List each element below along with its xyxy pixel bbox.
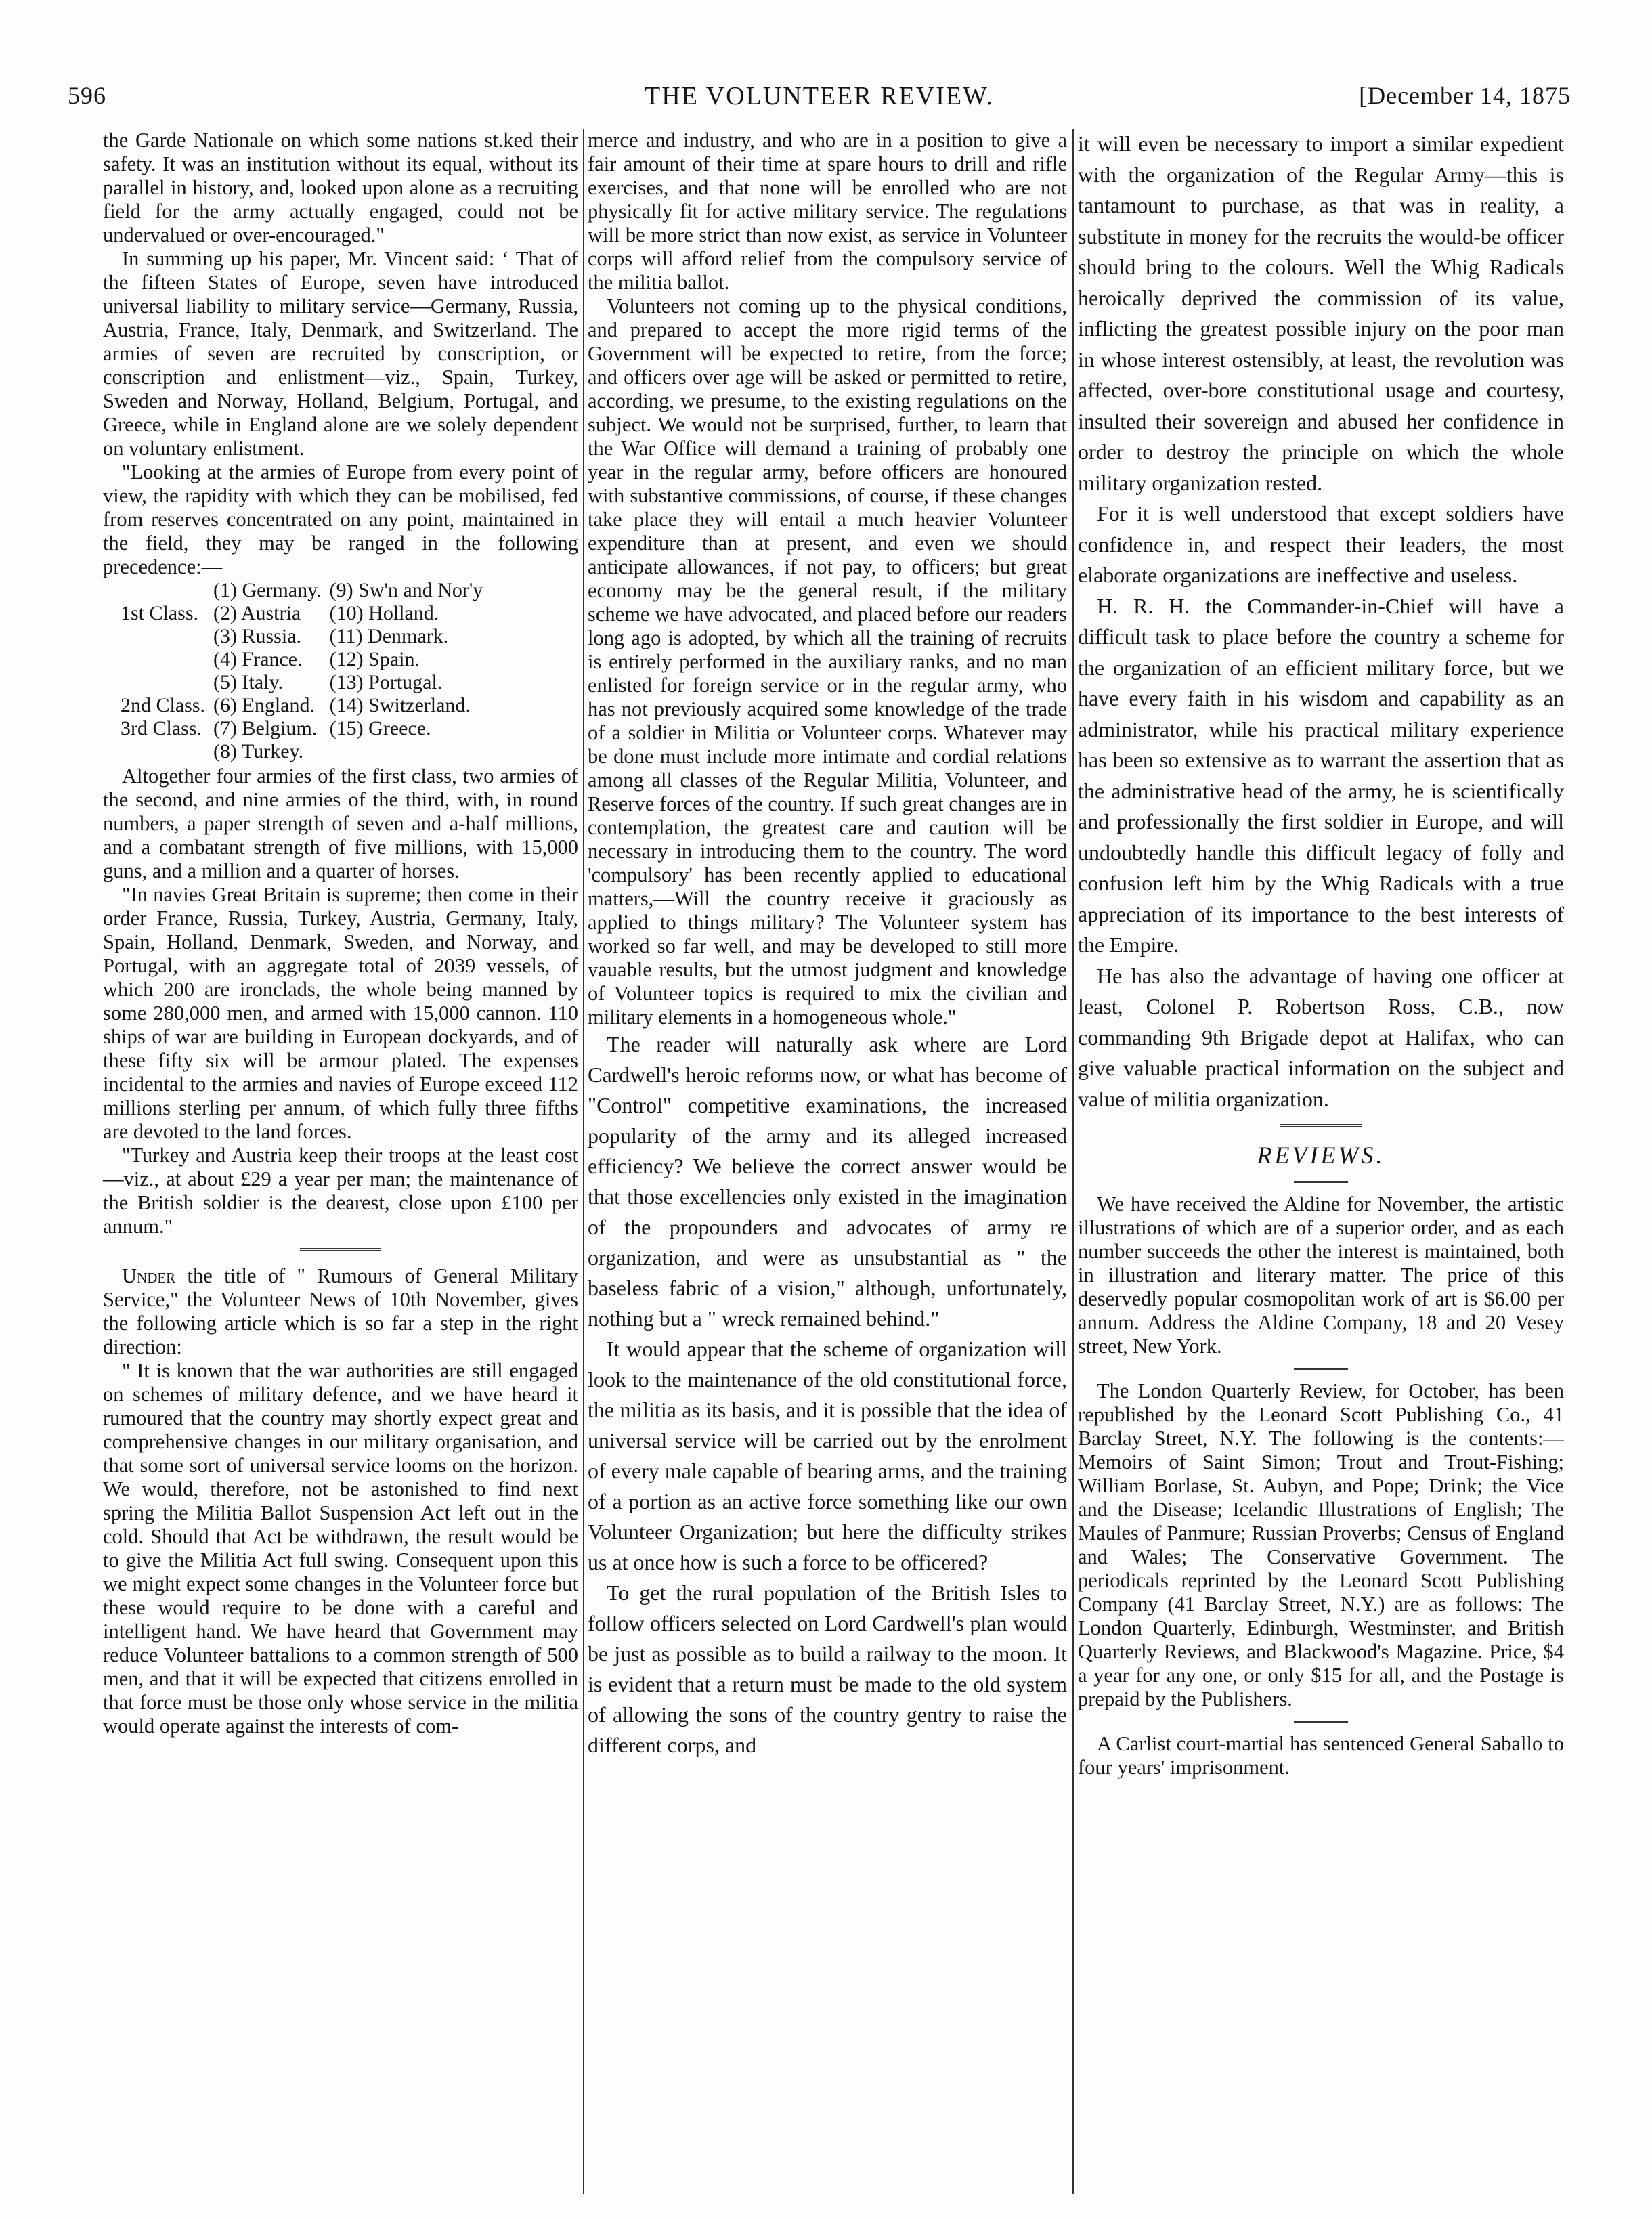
paragraph: Volunteers not coming up to the physical conditions, and prepared to accept the more rigid terms of the Government will be expected to retire, from the force; and officers over age will be asked or permitted to retire, according, we presume, to the existing regulations on the subject. We would not be surprised, further, to learn that the War Office will demand a training of probably one year in the regular army, before officers are honoured with substantive commissions, of course, if these changes take place they will entail a much heavier Volunteer expenditure than at present, and even we should anticipate allowances, if not pay, to officers; but great economy may be the general result, if the military scheme we have advocated, and placed before our readers long ago is adopted, by which all the training of recruits is entirely performed in the auxiliary ranks, and no man enlisted for foreign service or in the regular army, who has not previously acquired some knowledge of the trade of a soldier in Militia or Volunteer corps. Whatever may be done must include more intimate and cordial relations among all classes of the Regular Militia, Volunteer, and Reserve forces of the country. If such great changes are in contemplation, the greatest care and caution will be necessary in introducing them to the country. The word 'compulsory' has been recently applied to educational matters,—Will the country receive it graciously as applied to things military? The Volunteer system has worked so far well, and may be developed to still more vauable results, but the utmost judgment and knowledge of Volunteer topics is required to mix the civilian and military elements in a homogeneous whole." — [588, 295, 1067, 1029]
class-label: 1st Class. — [121, 602, 199, 624]
rank-item — [326, 740, 487, 763]
section-separator — [1280, 1124, 1362, 1131]
rank-item: (10) Holland. — [329, 602, 439, 624]
rank-item: (4) France. — [213, 648, 303, 670]
paragraph: H. R. H. the Commander-in-Chief will have a difficult task to place before the country a scheme for the organization of an efficient military force, but we have every faith in his wisdom and capability as an administrator, while his practical military experience has been so extensive as to warrant the assertion that as the administrative head of the army, he is scientifically and professionally the first soldier in Europe, and will undoubtedly handle this difficult legacy of folly and confusion left him by the Whig Radicals with a true appreciation of its importance to the best interests of the Empire. — [1078, 593, 1564, 957]
paragraph: In summing up his paper, Mr. Vincent said: ‘ That of the fifteen States of Europe, seven have introduced universal liability to military service—Germany, Russia, Austria, France, Italy, Denmark, and Switzerland. The armies of seven are recruited by conscription, or conscription and enlistment—viz., Spain, Turkey, Sweden and Norway, Holland, Belgium, Portugal, and Greece, while in England alone are we solely dependent on voluntary enlistment. — [103, 247, 578, 460]
paragraph-text: the title of " Rumours of General Military Service," the Volunteer News of 10th November, gives the following article which is so far a step in the right direction: — [103, 1264, 578, 1358]
column-2 — [588, 129, 1067, 1761]
review-paragraph: A Carlist court-martial has sentenced General Saballo to four years' imprisonment. — [1078, 1731, 1564, 1779]
paragraph — [103, 1264, 578, 1359]
paragraph: "In navies Great Britain is supreme; then come in their order France, Russia, Turkey, Austria, Germany, Italy, Spain, Holland, Denmark, Sweden, and Norway, and Portugal, with an aggregate total of 2039 vessels, of which 200 are ironclads, the whole being manned by some 280,000 men, and armed with 15,000 cannon. 110 ships of war are building in European dockyards, and of these fifty six will be armour plated. The expenses incidental to the armies and navies of Europe exceed 112 millions sterling per annum, of which fully three fifths are devoted to the land forces. — [103, 883, 578, 1143]
publication-title: THE VOLUNTEER REVIEW. — [645, 82, 994, 110]
section-separator — [1294, 1721, 1348, 1723]
rank-item: (1) Germany. — [213, 579, 322, 601]
column-divider — [583, 129, 584, 2194]
paragraph: For it is well understood that except soldiers have confidence in, and respect their leaders, the most elaborate organizations are ineffective and useless. — [1078, 501, 1564, 587]
precedence-table — [116, 579, 487, 763]
paragraph: It would appear that the scheme of organization will look to the maintenance of the old constitutional force, the militia as its basis, and it is possible that the idea of universal service will be carried out by the enrolment of every male capable of bearing arms, and the training of a portion as an active force something like our own Volunteer Organization; but here the difficulty strikes us at once how is such a force to be officered? — [588, 1337, 1067, 1574]
rank-item: (5) Italy. — [213, 671, 284, 693]
header-rule — [68, 121, 1574, 126]
class-label: 3rd Class. — [121, 717, 202, 739]
rank-item: (14) Switzerland. — [329, 694, 471, 716]
rank-item: (7) Belgium. — [213, 717, 318, 739]
paragraph: The reader will naturally ask where are Lord Cardwell's heroic reforms now, or what has become of "Control" competitive examinations, the increased popularity of the army and its alleged increased efficiency? We believe the correct answer would be that those excellencies only existed in the imagination of the propounders and advocates of army re organization, and were as unsubstantial as " the baseless fabric of a vision," although, unfortunately, nothing but a " wreck remained behind." — [588, 1032, 1067, 1331]
rank-item: (11) Denmark. — [329, 625, 449, 647]
reviews-heading: REVIEWS. — [1257, 1142, 1385, 1169]
paragraph: Altogether four armies of the first class, two armies of the second, and nine armies of the third, with, in round numbers, a paper strength of seven and a-half millions, and a combatant strength of five millions, with 15,000 guns, and a million and a quarter of horses. — [103, 764, 578, 882]
class-label — [116, 740, 209, 763]
rank-item: (9) Sw'n and Nor'y — [329, 579, 483, 601]
issue-date: [December 14, 1875 — [1359, 82, 1571, 109]
paragraph: the Garde Nationale on which some nations st.ked their safety. It was an institution without its equal, without its parallel in history, and, looked upon alone as a recruiting field for the army actually engaged, could not be undervalued or over-encouraged." — [103, 129, 578, 246]
rank-item: (12) Spain. — [329, 648, 420, 670]
page-number: 596 — [68, 82, 106, 109]
review-paragraph: We have received the Aldine for November, the artistic illustrations of which are of a superior order, and as each number succeeds the other the interest is maintained, both in illustration and literary matter. The price of this deservedly popular cosmopolitan work of art is $6.00 per annum. Address the Aldine Company, 18 and 20 Vesey street, New York. — [1078, 1192, 1564, 1358]
class-label — [116, 625, 209, 648]
review-paragraph: The London Quarterly Review, for October, has been republished by the Leonard Scott Publishing Co., 41 Barclay Street, N.Y. The following is the contents:—Memoirs of Saint Simon; Trout and Trout-Fishing; William Borlase, St. Aubyn, and Pope; Drink; the Vice and the Disease; Icelandic Illustrations of English; The Maules of Panmure; Russian Proverbs; Census of England and Wales; The Conservative Government. The periodicals reprinted by the Leonard Scott Publishing Company (41 Barclay Street, N.Y.) are as follows: The London Quarterly, Edinburgh, Westminster, and British Quarterly Reviews, and Blackwood's Magazine. Price, $4 a year for any one, or only $15 for all, and the Postage is prepaid by the Publishers. — [1078, 1379, 1564, 1710]
paragraph: it will even be necessary to import a similar expedient with the organization of the Regular Army—this is tantamount to purchase, as that was in reality, a substitute in money for the recruits the would-be officer should bring to the colours. Well the Whig Radicals heroically deprived the commission of its value, inflicting the greatest possible injury on the poor man in whose interest ostensibly, at least, the revolution was affected, over-bore constitutional usage and courtesy, insulted their sovereign and abused her confidence in order to destroy the principle on which the whole military organization rested. — [1078, 131, 1564, 495]
paragraph: "Turkey and Austria keep their troops at the least cost—viz., at about £29 a year per man; the maintenance of the British soldier is the dearest, close upon £100 per annum." — [103, 1144, 578, 1238]
running-header — [68, 81, 1571, 119]
lead-word: Under — [122, 1264, 176, 1287]
paragraph: "Looking at the armies of Europe from every point of view, the rapidity with which they can be mobilised, fed from reserves concentrated on any point, maintained in the field, they may be ranged in the following precedence:— — [103, 460, 578, 578]
paragraph: He has also the advantage of having one officer at least, Colonel P. Robertson Ross, C.B., now commanding 9th Brigade depot at Halifax, who can give valuable practical information on the subject and value of militia organization. — [1078, 963, 1564, 1111]
rank-item: (13) Portugal. — [329, 671, 443, 693]
rank-item: (6) England. — [213, 694, 315, 716]
column-divider — [1072, 129, 1074, 2194]
section-separator — [1294, 1181, 1348, 1183]
column-1 — [103, 129, 578, 1738]
class-label — [116, 579, 209, 602]
rank-item: (3) Russia. — [213, 625, 302, 647]
rank-item: (8) Turkey. — [213, 740, 304, 762]
paragraph: To get the rural population of the British Isles to follow officers selected on Lord Cardwell's plan would be just as possible as to build a railway to the moon. It is evident that a return must be made to the old system of allowing the sons of the country gentry to raise the different corps, and — [588, 1580, 1067, 1757]
rank-item: (2) Austria — [213, 602, 301, 624]
section-separator — [1294, 1368, 1348, 1370]
paragraph: merce and industry, and who are in a position to give a fair amount of their time at spare hours to drill and rifle exercises, and that none will be enrolled who are not physically fit for active military service. The regulations will be more strict than now exist, as service in Volunteer corps will afford relief from the compulsory service of the militia ballot. — [588, 129, 1067, 294]
section-separator — [300, 1248, 381, 1255]
rank-item: (15) Greece. — [329, 717, 431, 739]
class-label: 2nd Class. — [121, 694, 206, 716]
class-label — [116, 671, 209, 694]
paragraph: " It is known that the war authorities are still engaged on schemes of military defence, and we have heard it rumoured that the country may shortly expect great and comprehensive changes in our military organisation, and that some sort of universal service looms on the horizon. We would, therefore, not be astonished to find next spring the Militia Ballot Suspension Act left out in the cold. Should that Act be withdrawn, the result would be to give the Militia Act full swing. Consequent upon this we might expect some changes in the Volunteer force but these would require to be done with a careful and intelligent hand. We have heard that Government may reduce Volunteer battalions to a common strength of 500 men, and that it will be expected that citizens enrolled in that force must be those only whose service in the militia would operate against the interests of com- — [103, 1359, 578, 1738]
column-3 — [1078, 129, 1564, 1780]
class-label — [116, 648, 209, 671]
